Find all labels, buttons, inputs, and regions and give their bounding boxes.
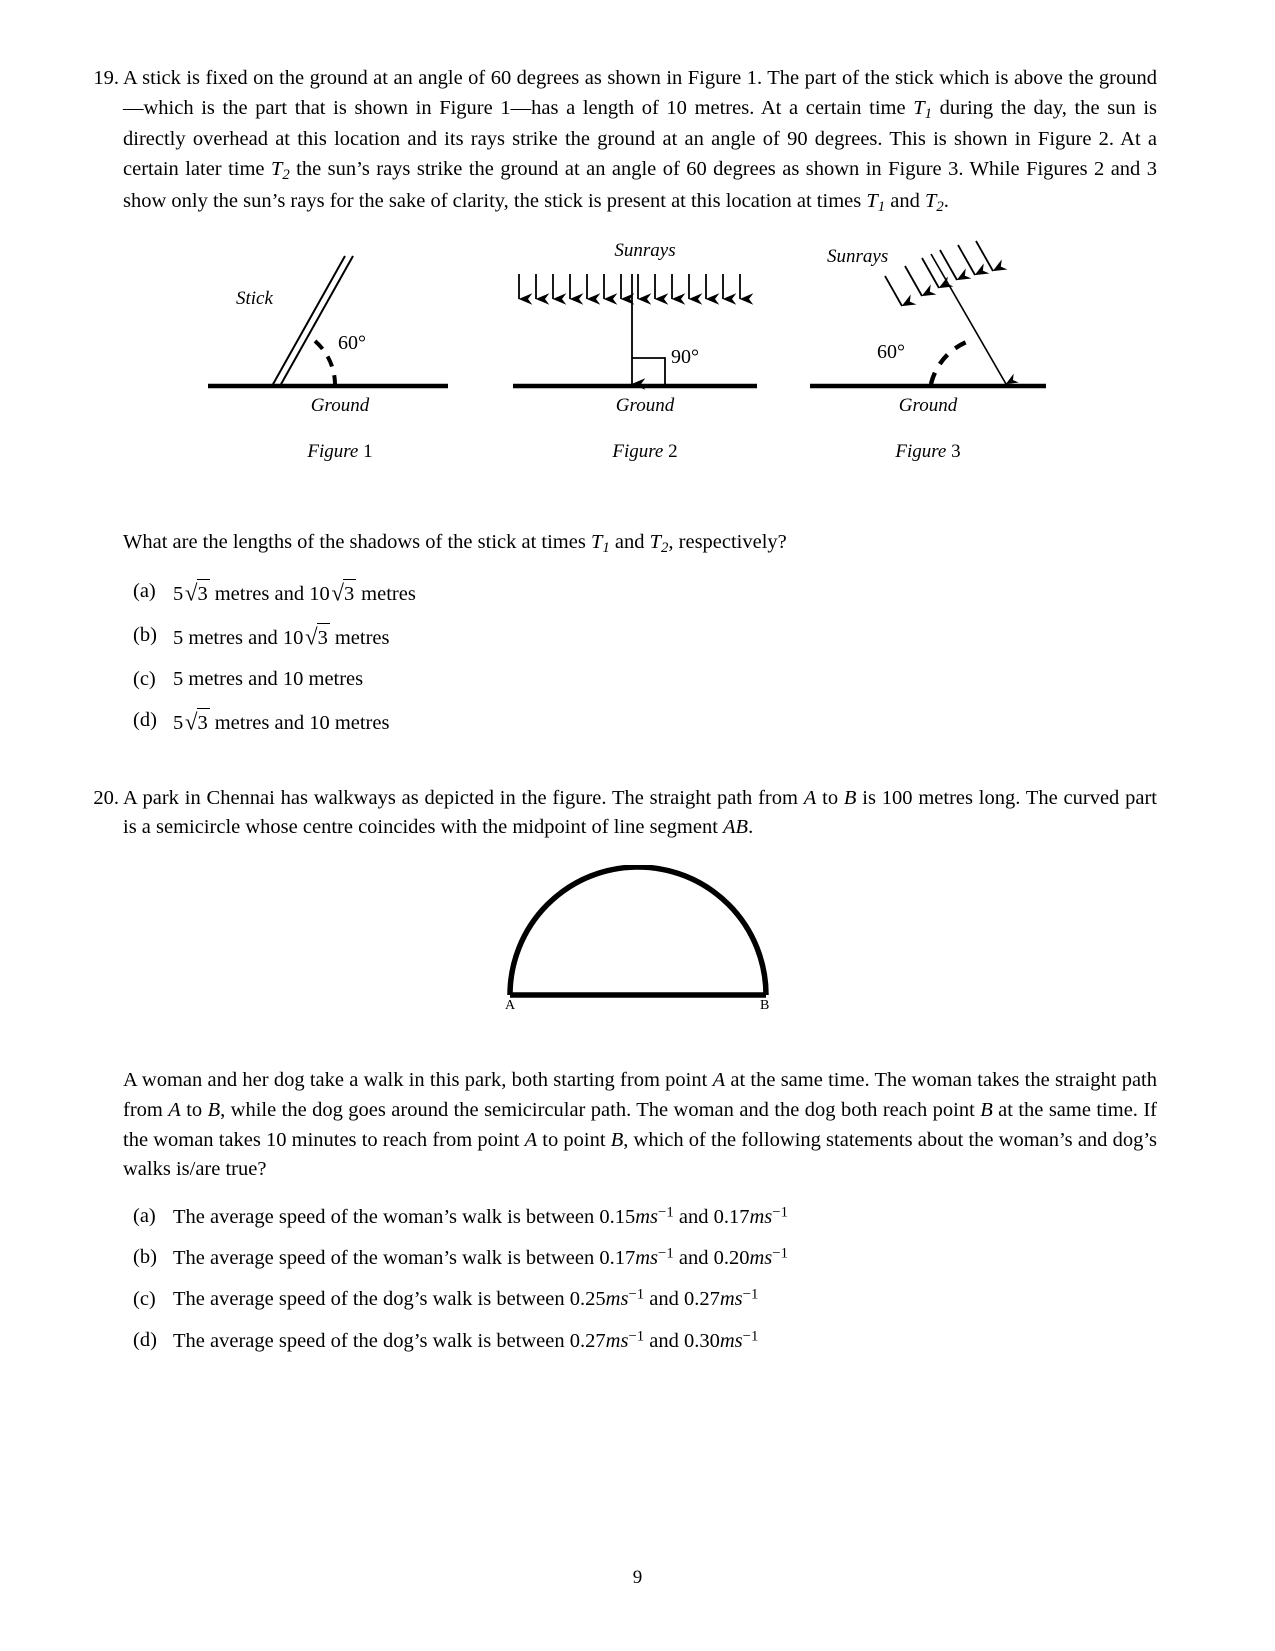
q20p2-part2: at the same time. The woman takes the straight path from	[123, 1069, 1157, 1121]
opt19a-post: metres	[356, 582, 416, 605]
semicircle-drawing	[440, 865, 840, 1025]
q20p2-part6: to point	[537, 1128, 611, 1151]
sunray-arrows	[885, 241, 993, 306]
opt19b-radicand2: 3	[317, 623, 330, 653]
opt20b-mid: and	[673, 1246, 714, 1269]
option-19-d[interactable]	[133, 706, 1275, 738]
page-number: 9	[632, 1567, 643, 1588]
option-19-c[interactable]	[133, 665, 1275, 694]
opt20a-val2: 0.17	[713, 1205, 750, 1228]
opt20c-val1: 0.25	[569, 1288, 606, 1311]
q20p2-part4: , while the dog goes around the semicircular path. The woman and the dog both reach point	[220, 1098, 981, 1121]
stick-line-right	[280, 256, 353, 386]
opt20d-val2: 0.30	[684, 1329, 720, 1352]
question-19-number: 19.	[93, 67, 119, 89]
q20p2-a3: A	[524, 1128, 538, 1151]
q20-segment-ab: AB	[723, 816, 749, 839]
option-20-c-label: (c)	[133, 1287, 156, 1310]
q19-text-part1: A stick is fixed on the ground at an angle of 60 degrees as shown in Figure 1. The part of the stick which is above the ground—which is the part that is shown in Figure 1—has a length of 10 metres. At a certain time	[123, 67, 1157, 119]
q20-text-part2: to	[816, 786, 844, 809]
option-20-c-text	[173, 1288, 758, 1310]
sqrt-icon: √3	[303, 621, 329, 653]
option-20-b-text	[173, 1247, 788, 1269]
q19-prompt-t2-sub: 2	[661, 540, 669, 557]
q20p2-part3: to	[180, 1098, 208, 1121]
figure-3-caption-word: Figure	[895, 441, 947, 463]
q19-t2b-base: T	[925, 189, 937, 212]
question-19	[0, 64, 1275, 218]
q20-text-part1: A park in Chennai has walkways as depicted in the figure. The straight path from	[123, 786, 804, 809]
option-20-d-label: (d)	[133, 1328, 157, 1351]
question-20	[0, 784, 1275, 843]
opt20d-mid: and	[644, 1329, 684, 1352]
point-b-label: B	[760, 998, 770, 1014]
figure-1-ground-label: Ground	[310, 395, 370, 417]
opt20d-pre: The average speed of the dog’s walk is between	[173, 1329, 570, 1352]
q19-text-part2: during the day, the sun is directly overhead at this location and its rays strike the ground at an angle of 90 degrees. This is shown in Figure 2. At a certain later time	[123, 96, 1158, 180]
q20p2-b2: B	[980, 1098, 993, 1121]
q20p2-b3: B	[610, 1128, 624, 1151]
semicircle-arc	[510, 867, 766, 995]
figure-1-caption	[190, 441, 490, 463]
figure-1-caption-word: Figure	[307, 441, 359, 463]
angle-arc-dashed	[931, 340, 972, 384]
opt20a-mid: and	[673, 1205, 714, 1228]
question-19-text	[123, 64, 1157, 218]
q19-t1b-base: T	[866, 189, 878, 212]
opt19d-pre: 5	[173, 711, 184, 734]
question-20-paragraph-2	[0, 1066, 1275, 1185]
option-20-a-text	[173, 1203, 788, 1228]
q20p2-part5: at the same time. If the woman takes 10 minutes to reach from point	[123, 1098, 1157, 1151]
option-19-b[interactable]	[133, 621, 1275, 653]
q19-prompt-part3: , respectively?	[668, 531, 787, 554]
q19-t2-sub: 2	[282, 167, 290, 184]
opt20b-val2: 0.20	[713, 1246, 750, 1269]
figure-1-caption-number: 1	[363, 441, 373, 463]
figure-3-sunrays-label: Sunrays	[827, 246, 889, 268]
figure-2-caption	[495, 441, 795, 463]
figure-2-caption-word: Figure	[612, 441, 664, 463]
figure-3-ground-label: Ground	[898, 395, 958, 417]
sqrt-icon: √3	[330, 577, 356, 609]
question-19-prompt	[0, 528, 1275, 560]
opt20c-pre: The average speed of the dog’s walk is between	[173, 1288, 570, 1311]
angle-arc-dashed	[315, 341, 335, 384]
option-20-a-label: (a)	[133, 1204, 156, 1227]
option-19-b-label: (b)	[133, 623, 157, 646]
q19-prompt-part2: and	[609, 531, 650, 554]
option-19-a[interactable]	[133, 577, 1275, 609]
figure-3-caption	[778, 441, 1078, 463]
opt20a-exp1: −1	[658, 1203, 674, 1220]
sqrt-icon: √3	[183, 577, 209, 609]
question-20-text	[123, 784, 1157, 843]
figure-2	[495, 236, 795, 486]
option-19-d-label: (d)	[133, 708, 157, 731]
opt19b-post: metres	[329, 626, 390, 649]
q20-point-b: B	[843, 786, 857, 809]
opt19b-pre: 5 metres and 10	[173, 626, 304, 649]
figure-2-angle-label: 90°	[671, 346, 699, 369]
q20p2-part1: A woman and her dog take a walk in this park, both starting from point	[123, 1069, 713, 1092]
figure-1-angle-label: 60°	[338, 332, 366, 355]
opt20a-unit2: ms	[749, 1205, 773, 1228]
figure-2-caption-number: 2	[668, 441, 678, 463]
q19-t1-sub: 1	[924, 105, 932, 122]
q19-prompt-t1-base: T	[590, 531, 603, 554]
q19-prompt-part1: What are the lengths of the shadows of the stick at times	[123, 531, 591, 554]
q19-text-part3: the sun’s rays strike the ground at an angle of 60 degrees as shown in Figure 3. While Figures 2 and 3 show only the sun’s rays for the sake of clarity, the stick is present at this location at times	[123, 157, 1157, 212]
figure-1-drawing	[190, 236, 490, 411]
opt20a-unit1: ms	[635, 1205, 659, 1228]
opt19a-pre: 5	[173, 582, 184, 605]
option-20-b[interactable]	[133, 1243, 1275, 1272]
option-19-b-text	[173, 624, 390, 650]
opt19a-mid: metres and 10	[209, 582, 330, 605]
semicircle-figure	[0, 865, 1275, 1030]
option-19-a-text	[173, 580, 416, 606]
opt20a-val1: 0.15	[599, 1205, 636, 1228]
opt20c-unit1: ms	[605, 1288, 629, 1311]
q20-point-a: A	[803, 786, 817, 809]
opt20c-unit2: ms	[719, 1288, 743, 1311]
opt20d-exp2: −1	[742, 1327, 759, 1344]
option-20-c[interactable]	[133, 1285, 1275, 1314]
opt20d-val1: 0.27	[569, 1329, 606, 1352]
figures-row	[0, 236, 1275, 486]
opt19d-post: metres and 10 metres	[209, 711, 390, 734]
opt20a-exp2: −1	[772, 1203, 788, 1220]
q19-prompt-t1-sub: 1	[602, 540, 610, 557]
opt20d-exp1: −1	[628, 1327, 645, 1344]
option-20-d-text	[173, 1327, 759, 1352]
opt19d-radicand: 3	[197, 708, 210, 738]
q19-text-part5: .	[943, 189, 949, 212]
option-20-a[interactable]	[133, 1202, 1275, 1231]
opt20b-val1: 0.17	[599, 1246, 636, 1269]
question-20-number: 20.	[93, 786, 119, 809]
q20-text-part4: .	[748, 816, 754, 839]
q19-text-part4: and	[885, 189, 925, 212]
opt20c-mid: and	[644, 1288, 684, 1311]
sqrt-icon: √3	[183, 706, 209, 738]
figure-2-drawing	[495, 236, 795, 411]
opt20c-val2: 0.27	[684, 1288, 720, 1311]
question-19-options	[0, 577, 1275, 738]
figure-3	[800, 236, 1100, 486]
figure-3-angle-label: 60°	[877, 341, 905, 364]
option-20-d[interactable]	[133, 1326, 1275, 1355]
figure-3-caption-number: 3	[951, 441, 961, 463]
option-19-a-label: (a)	[133, 579, 156, 602]
q20p2-a1: A	[712, 1069, 726, 1092]
figure-1	[190, 236, 490, 486]
q19-t2-base: T	[270, 157, 283, 180]
option-19-d-text	[173, 709, 390, 735]
q20p2-b1: B	[207, 1098, 221, 1121]
figure-2-sunrays-label: Sunrays	[614, 240, 676, 262]
opt20b-unit2: ms	[749, 1246, 773, 1269]
q20-text-part3: is 100 metres long. The curved part is a semicircle whose centre coincides with the midpoint of line segment	[123, 786, 1157, 839]
figure-2-ground-label: Ground	[615, 395, 675, 417]
opt20b-exp2: −1	[772, 1245, 788, 1262]
question-20-options	[0, 1202, 1275, 1355]
figure-1-stick-label: Stick	[236, 288, 273, 310]
opt19a-radicand2: 3	[343, 579, 356, 609]
option-19-c-text: 5 metres and 10 metres	[173, 667, 364, 690]
opt20b-pre: The average speed of the woman’s walk is between	[173, 1246, 600, 1269]
stick-line-left	[272, 256, 345, 386]
principal-sunray	[931, 254, 1006, 384]
right-angle-marker	[632, 358, 665, 386]
opt20b-exp1: −1	[658, 1245, 674, 1262]
point-a-label: A	[505, 998, 516, 1014]
q19-prompt-t2-base: T	[649, 531, 662, 554]
opt20d-unit1: ms	[605, 1329, 629, 1352]
q19-t2b-sub: 2	[936, 198, 944, 215]
opt20a-pre: The average speed of the woman’s walk is between	[173, 1205, 600, 1228]
opt20b-unit1: ms	[635, 1246, 659, 1269]
opt20d-unit2: ms	[719, 1329, 743, 1352]
q19-t1b-sub: 1	[877, 198, 886, 215]
q19-t1-base: T	[913, 96, 925, 119]
option-19-c-label: (c)	[133, 667, 156, 690]
opt20c-exp1: −1	[628, 1286, 645, 1303]
opt20c-exp2: −1	[742, 1286, 759, 1303]
q20p2-a2: A	[168, 1098, 181, 1121]
q20p2-part7: , which of the following statements about the woman’s and dog’s walks is/are true?	[123, 1128, 1157, 1181]
opt19a-radicand: 3	[197, 579, 210, 609]
option-20-b-label: (b)	[133, 1246, 157, 1269]
sunray-arrows	[519, 274, 740, 299]
